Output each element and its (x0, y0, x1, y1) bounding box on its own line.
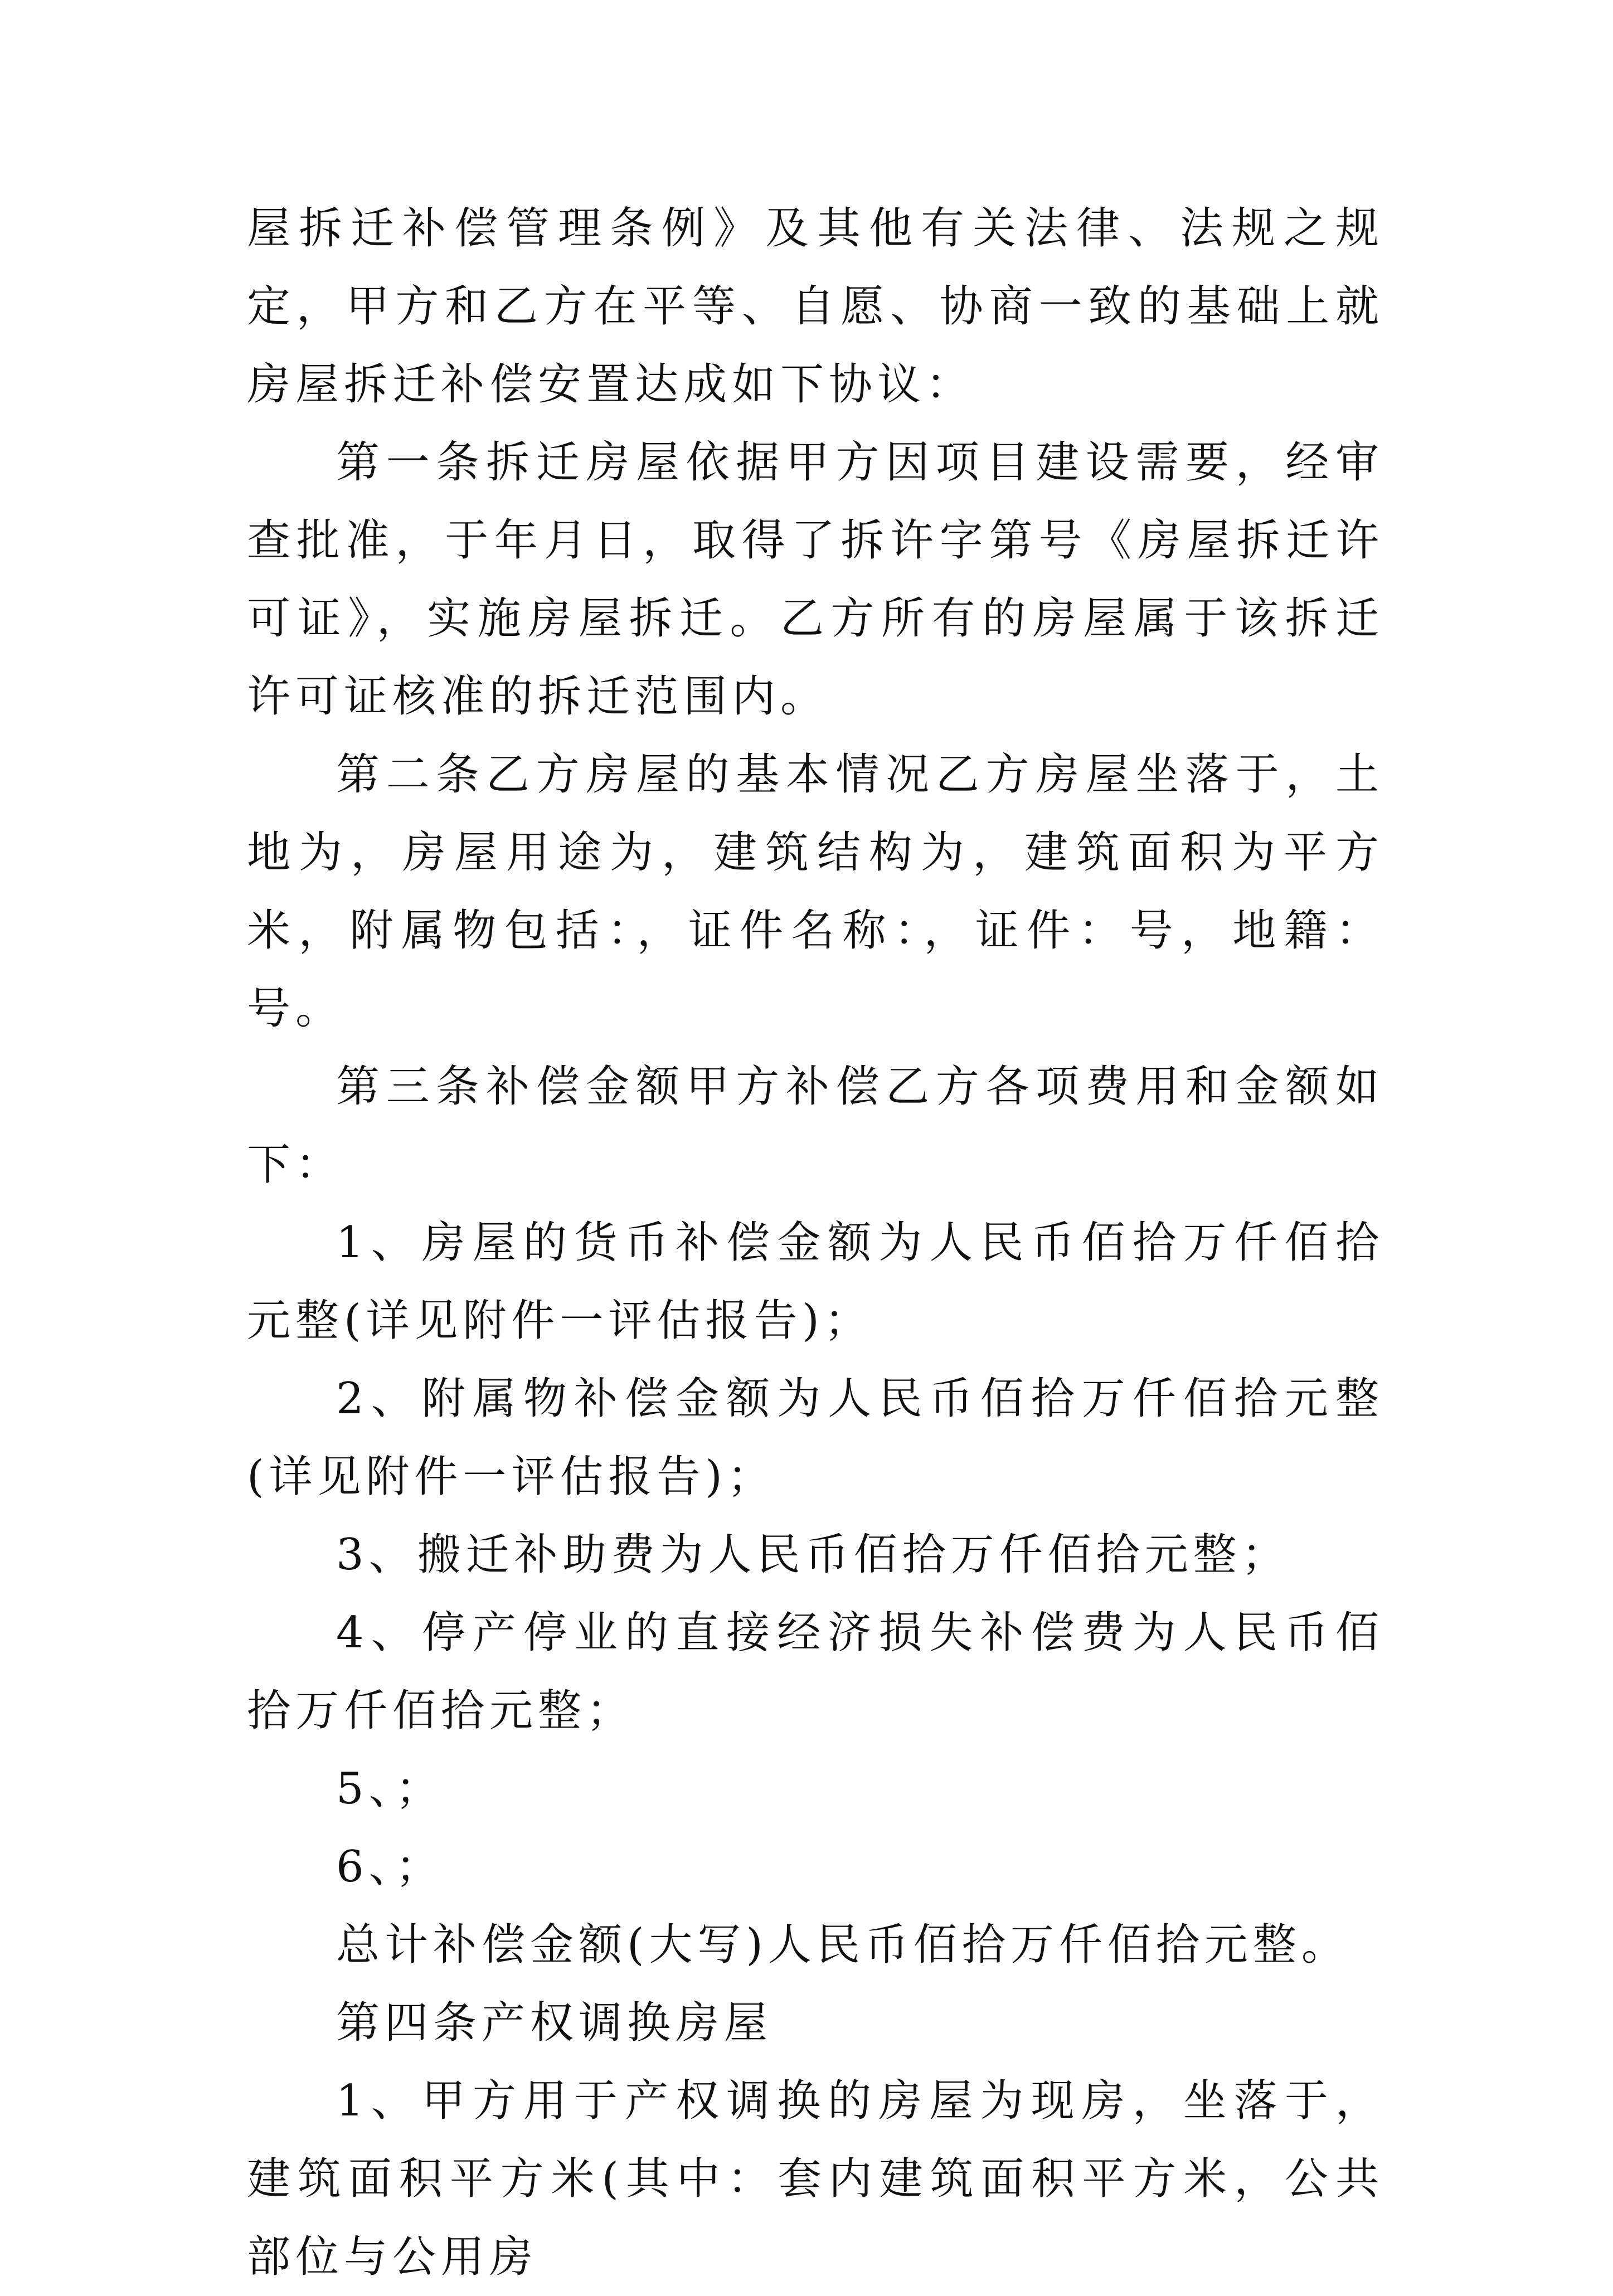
list-item-1: 1、房屋的货币补偿金额为人民币佰拾万仟佰拾元整(详见附件一评估报告)； (247, 1218, 1384, 1346)
list-item-5: 5、； (336, 1764, 444, 1814)
list-item-6: 6、； (336, 1842, 444, 1892)
paragraph-article-4-heading: 第四条产权调换房屋 (336, 1998, 773, 2048)
list-item-3: 3、搬迁补助费为人民币佰拾万仟佰拾元整； (336, 1530, 1290, 1580)
paragraph-preamble-continuation: 屋拆迁补偿管理条例》及其他有关法律、法规之规定，甲方和乙方在平等、自愿、协商一致的基础上就房屋拆迁补偿安置达成如下协议： (247, 203, 1384, 410)
list-item-2: 2、附属物补偿金额为人民币佰拾万仟佰拾元整(详见附件一评估报告)； (247, 1374, 1384, 1502)
paragraph-article-3: 第三条补偿金额甲方补偿乙方各项费用和金额如下： (247, 1062, 1384, 1190)
list-item-4: 4、停产停业的直接经济损失补偿费为人民币佰拾万仟佰拾元整； (247, 1608, 1384, 1736)
document-body (247, 189, 1384, 2296)
paragraph-article-1: 第一条拆迁房屋依据甲方因项目建设需要，经审查批准，于年月日，取得了拆许字第号《房屋拆迁许可证》，实施房屋拆迁。乙方所有的房屋属于该拆迁许可证核准的拆迁范围内。 (247, 437, 1384, 722)
paragraph-article-2: 第二条乙方房屋的基本情况乙方房屋坐落于，土地为，房屋用途为，建筑结构为，建筑面积为平方米，附属物包括：，证件名称：，证件：号，地籍：号。 (247, 750, 1384, 1034)
article-4-list-item-1: 1、甲方用于产权调换的房屋为现房，坐落于，建筑面积平方米(其中：套内建筑面积平方米，公共部位与公用房 (247, 2076, 1384, 2282)
paragraph-total-compensation: 总计补偿金额(大写)人民币佰拾万仟佰拾元整。 (336, 1920, 1350, 1970)
